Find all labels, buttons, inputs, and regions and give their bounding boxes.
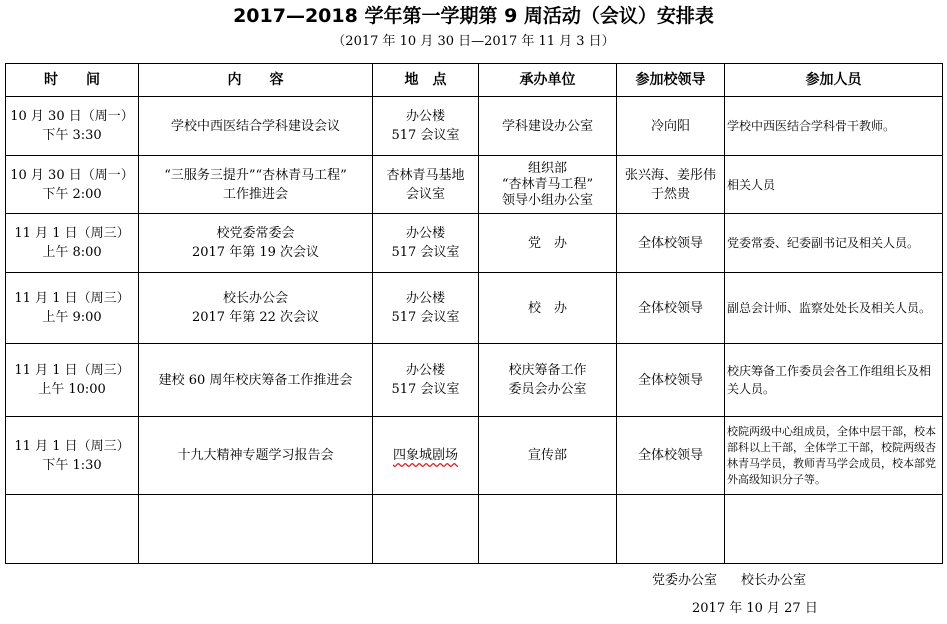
organizer-line: 学科建设办公室	[501, 118, 593, 134]
content-cell	[139, 214, 373, 273]
time-cell	[6, 344, 139, 417]
content-cell	[139, 344, 373, 417]
location-cell	[373, 97, 479, 156]
time-cell	[6, 156, 139, 214]
content-line: “三服务三提升”“杏林青马工程”	[164, 167, 347, 183]
content-line: 2017 年第 19 次会议	[191, 245, 320, 260]
leaders-line: 张兴海、姜彤伟	[624, 167, 716, 183]
location-cell	[373, 273, 479, 344]
content-cell	[139, 97, 373, 156]
empty-cell	[617, 495, 725, 564]
location-line: 办公楼	[405, 291, 445, 306]
leaders-line: 冷向阳	[650, 118, 690, 134]
event-date: 11 月 1 日（周三）	[14, 226, 130, 241]
content-line: 学校中西医结合学科建设会议	[170, 118, 340, 134]
participants-cell	[725, 344, 943, 417]
content-cell	[139, 417, 373, 495]
leaders-cell	[617, 97, 725, 156]
column-header-location: 地 点	[373, 64, 479, 97]
leaders-line: 全体校领导	[637, 448, 703, 463]
organizer-line: 校 办	[527, 300, 567, 316]
leaders-line: 全体校领导	[637, 372, 703, 388]
table-row	[6, 214, 943, 273]
leaders-cell	[617, 273, 725, 344]
organizer-cell	[479, 273, 617, 344]
organizer-cell	[479, 417, 617, 495]
event-date: 10 月 30 日（周一）	[10, 167, 134, 183]
table-row	[6, 156, 943, 214]
leaders-line: 于然贵	[650, 186, 690, 202]
leaders-cell	[617, 417, 725, 495]
organizer-line: 委员会办公室	[508, 382, 587, 397]
column-header-participants: 参加人员	[725, 64, 943, 97]
location-line: 杏林青马基地	[386, 167, 465, 183]
location-line: 会议室	[405, 186, 445, 202]
location-line: 517 会议室	[391, 128, 460, 143]
schedule-table	[5, 63, 943, 564]
issuing-offices	[652, 572, 806, 590]
participants-cell	[725, 214, 943, 273]
party-office-name: 党委办公室	[652, 573, 718, 588]
president-office-name: 校长办公室	[741, 573, 807, 588]
content-line: 建校 60 周年校庆筹备工作推进会	[158, 372, 353, 388]
participants-cell	[725, 97, 943, 156]
event-date: 11 月 1 日（周三）	[14, 363, 130, 378]
event-time: 上午 9:00	[42, 310, 102, 325]
time-cell	[6, 97, 139, 156]
leaders-cell	[617, 344, 725, 417]
table-row	[6, 97, 943, 156]
event-time: 上午 8:00	[42, 245, 102, 260]
participants-cell	[725, 417, 943, 495]
organizer-cell	[479, 344, 617, 417]
content-line: 校党委常委会	[216, 226, 295, 241]
event-date: 11 月 1 日（周三）	[14, 438, 130, 454]
event-time: 下午 2:00	[42, 186, 102, 202]
organizer-cell	[479, 156, 617, 214]
table-row	[6, 417, 943, 495]
organizer-line: 校庆筹备工作	[508, 363, 587, 378]
event-date: 10 月 30 日（周一）	[10, 109, 134, 124]
event-time: 上午 10:00	[38, 382, 106, 397]
organizer-line: 领导小组办公室	[501, 192, 593, 208]
participants-text: 相关人员	[727, 177, 776, 192]
event-time: 下午 1:30	[42, 457, 102, 473]
participants-text: 校院两级中心组成员，全体中层干部，校本部科以上干部，全体学工干部，校院两级杏林青马学员，教师青马学会成员，校本部党外高级知识分子等。	[727, 424, 936, 486]
table-header-row	[6, 64, 943, 97]
event-time: 下午 3:30	[42, 128, 102, 143]
empty-cell	[479, 495, 617, 564]
location-cell	[373, 156, 479, 214]
column-header-time: 时 间	[6, 64, 139, 97]
participants-text: 学校中西医结合学科骨干教师。	[727, 119, 896, 133]
participants-text: 副总会计师、监察处处长及相关人员。	[727, 301, 932, 315]
content-line: 工作推进会	[222, 186, 288, 202]
issue-date: 2017 年 10 月 27 日	[692, 601, 818, 616]
location-line: 517 会议室	[391, 310, 460, 325]
location-cell	[373, 417, 479, 495]
empty-cell	[6, 495, 139, 564]
column-header-leaders: 参加校领导	[617, 64, 725, 97]
time-cell	[6, 417, 139, 495]
empty-cell	[139, 495, 373, 564]
column-header-organizer: 承办单位	[479, 64, 617, 97]
participants-text: 党委常委、纪委副书记及相关人员。	[727, 236, 920, 250]
content-cell	[139, 156, 373, 214]
content-cell	[139, 273, 373, 344]
table-row	[6, 273, 943, 344]
leaders-cell	[617, 214, 725, 273]
location-cell	[373, 214, 479, 273]
content-line: 十九大精神专题学习报告会	[177, 448, 334, 463]
empty-cell	[725, 495, 943, 564]
organizer-line: 宣传部	[527, 448, 567, 463]
location-cell	[373, 344, 479, 417]
location-line: 办公楼	[405, 226, 445, 241]
participants-cell	[725, 156, 943, 214]
empty-table-row	[6, 495, 943, 564]
organizer-cell	[479, 97, 617, 156]
location-line: 517 会议室	[391, 382, 460, 397]
leaders-line: 全体校领导	[637, 300, 703, 316]
participants-cell	[725, 273, 943, 344]
table-row	[6, 344, 943, 417]
organizer-line: 组织部	[527, 160, 567, 176]
participants-text: 校庆筹备工作委员会各工作组组长及相关人员。	[727, 364, 932, 396]
leaders-line: 全体校领导	[637, 235, 703, 251]
empty-cell	[373, 495, 479, 564]
organizer-cell	[479, 214, 617, 273]
time-cell	[6, 214, 139, 273]
organizer-line: “杏林青马工程”	[501, 176, 594, 192]
location-line: 517 会议室	[391, 245, 460, 260]
content-line: 校长办公会	[222, 291, 288, 306]
location-line: 办公楼	[405, 363, 445, 378]
document-title: 2017—2018 学年第一学期第 9 周活动（会议）安排表	[233, 5, 714, 27]
leaders-cell	[617, 156, 725, 214]
location-line: 四象城剧场	[392, 448, 458, 463]
organizer-line: 党 办	[527, 235, 567, 251]
column-header-content: 内 容	[139, 64, 373, 97]
time-cell	[6, 273, 139, 344]
content-line: 2017 年第 22 次会议	[191, 310, 320, 325]
event-date: 11 月 1 日（周三）	[14, 291, 130, 306]
location-line: 办公楼	[405, 109, 445, 124]
date-range-subtitle: （2017 年 10 月 30 日—2017 年 11 月 3 日）	[332, 34, 615, 49]
